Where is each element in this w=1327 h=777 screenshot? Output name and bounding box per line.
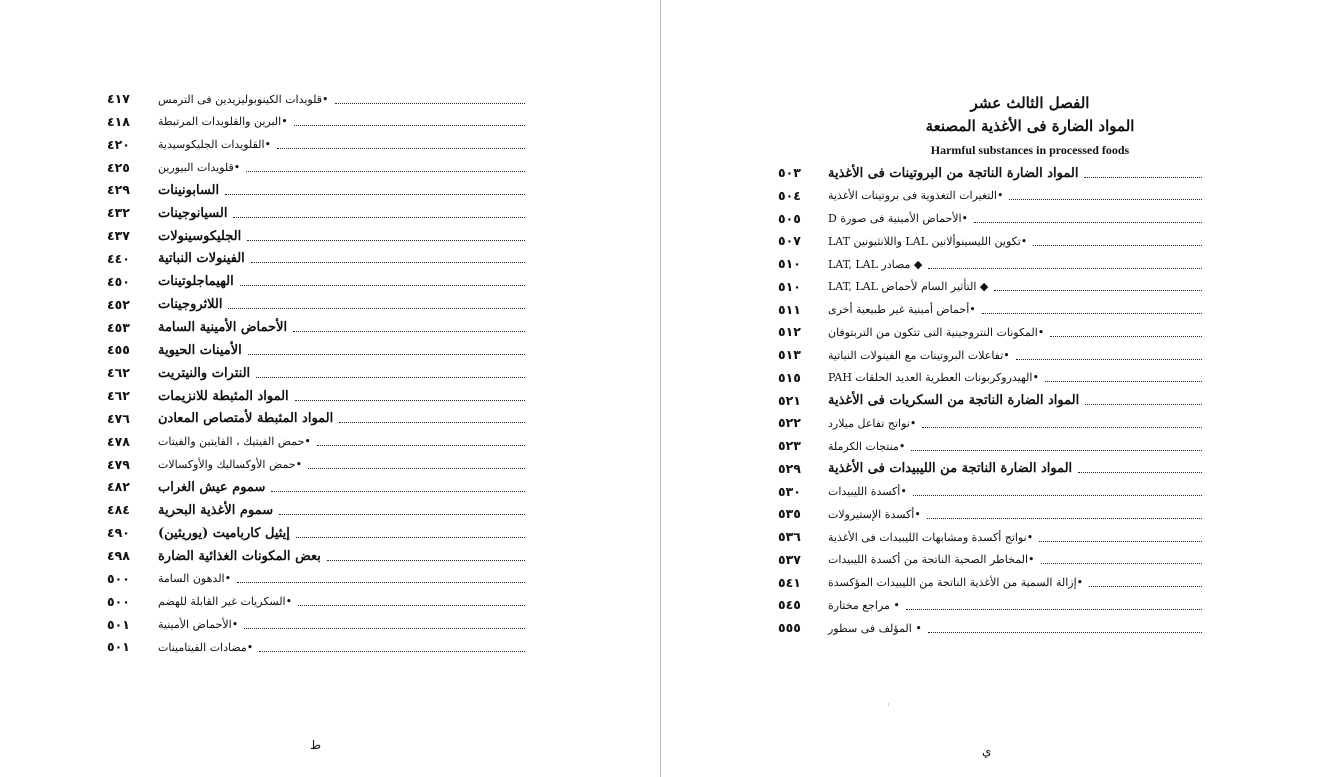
toc-entry-page-number: ٤٨٢ — [107, 479, 130, 495]
toc-leader-dots — [259, 651, 525, 652]
toc-leader-dots — [982, 313, 1202, 314]
left-page-number: ط — [310, 738, 322, 752]
toc-entry-title: • المؤلف فى سطور — [828, 621, 922, 635]
toc-entry — [828, 367, 1208, 389]
toc-entry — [158, 179, 531, 201]
toc-entry-page-number: ٥١٢ — [778, 324, 801, 340]
toc-entry-title: المواد المثبطة لأمتصاص المعادن — [158, 411, 334, 427]
toc-entry-page-number: ٤١٨ — [107, 113, 130, 129]
toc-entry-title: •الهيدروكربونات العطرية العديد الحلقات PAH — [828, 371, 1039, 385]
toc-entry-page-number: ٤٣٢ — [107, 205, 130, 221]
toc-leader-dots — [295, 400, 525, 401]
toc-leader-dots — [246, 171, 525, 172]
toc-entry-page-number: ٥٠٧ — [778, 233, 801, 249]
toc-entry-page-number: ٥٠٥ — [778, 210, 801, 226]
toc-leader-dots — [296, 537, 525, 538]
toc-entry-title: •الدهون السامة — [158, 572, 232, 586]
toc-leader-dots — [256, 377, 525, 378]
toc-entry — [158, 88, 531, 110]
toc-entry-title: •نواتج أكسدة ومشابهات الليبيدات فى الأغذية — [828, 530, 1034, 544]
toc-entry — [828, 299, 1208, 321]
toc-leader-dots — [244, 628, 525, 629]
chapter-title: المواد الضارة فى الأغذية المصنعة — [925, 117, 1135, 135]
toc-entry — [828, 503, 1208, 525]
toc-entry — [158, 294, 531, 316]
toc-entry-title: ◆ مصادر LAT, LAL — [828, 257, 923, 271]
toc-leader-dots — [1041, 563, 1202, 564]
toc-leader-dots — [913, 495, 1202, 496]
toc-entry-page-number: ٤٥٢ — [107, 296, 130, 312]
toc-leader-dots — [240, 285, 525, 286]
toc-entry-title: •إزالة السمية من الأغذية الناتجة من الليبيدات المؤكسدة — [828, 576, 1084, 589]
toc-entry — [828, 230, 1208, 252]
toc-entry-title: •أحماض أمينية غير طبيعية أخرى — [828, 303, 976, 316]
toc-entry — [828, 321, 1208, 343]
toc-entry — [158, 362, 531, 384]
toc-entry-page-number: ٤١٧ — [107, 91, 130, 106]
toc-entry — [158, 248, 531, 270]
toc-leader-dots — [248, 354, 525, 355]
toc-entry-title: •منتجات الكرملة — [828, 439, 906, 453]
toc-leader-dots — [327, 560, 525, 561]
toc-entry-page-number: ٤٩٨ — [107, 548, 130, 563]
toc-entry-title: النترات والنيتريت — [158, 365, 251, 381]
toc-entry — [828, 526, 1208, 548]
toc-leader-dots — [1089, 586, 1202, 587]
toc-entry-title: المواد الضارة الناتجة من السكريات فى الأغذية — [828, 393, 1080, 408]
toc-leader-dots — [294, 125, 525, 126]
toc-entry-page-number: ٥٢٣ — [778, 438, 801, 453]
toc-entry-title: •المكونات النتروجينية التى تتكون من التربتوفان — [828, 325, 1045, 339]
toc-entry — [828, 435, 1208, 457]
toc-entry-title: السابونينات — [158, 182, 220, 198]
toc-entry-title: •التغيرات التغذوية فى بروتينات الأغذية — [828, 189, 1004, 203]
toc-entry-page-number: ٥٢٢ — [778, 415, 801, 431]
toc-entry — [158, 385, 531, 407]
toc-entry-page-number: ٤٥٣ — [107, 319, 130, 335]
toc-entry — [828, 390, 1208, 412]
toc-entry-title: بعض المكونات الغذائية الضارة — [158, 548, 321, 564]
toc-entry-page-number: ٥٣٠ — [778, 483, 801, 499]
toc-entry — [828, 162, 1208, 184]
toc-entry-page-number: ٥٥٥ — [778, 620, 801, 635]
toc-entry — [158, 339, 531, 361]
toc-entry-page-number: ٥١٠ — [778, 278, 801, 294]
toc-leader-dots — [1078, 472, 1202, 473]
toc-entry-title: •الأحماض الأمينية — [158, 618, 239, 632]
toc-leader-dots — [928, 268, 1202, 269]
toc-leader-dots — [1016, 359, 1202, 360]
toc-entry-title: ◆ التأثير السام لأحماض LAT, LAL — [828, 280, 989, 294]
toc-entry-page-number: ٥١١ — [778, 301, 801, 317]
toc-leader-dots — [1039, 541, 1202, 542]
toc-entry-title: الفينولات النباتية — [158, 251, 245, 267]
toc-leader-dots — [1033, 245, 1202, 246]
toc-entry-title: السيانوجينات — [158, 205, 228, 221]
toc-entry-title: سموم الأغذية البحرية — [158, 502, 274, 518]
toc-leader-dots — [974, 222, 1202, 223]
toc-entry-title: •تفاعلات البروتينات مع الفينولات النباتية — [828, 348, 1010, 362]
toc-entry-title: •نواتج تفاعل ميلارد — [828, 416, 917, 430]
toc-leader-dots — [293, 331, 525, 332]
toc-entry — [828, 572, 1208, 594]
toc-entry — [158, 545, 531, 567]
toc-entry-page-number: ٥٣٥ — [778, 506, 801, 522]
toc-entry — [828, 412, 1208, 434]
toc-entry-title: الأمينات الحيوية — [158, 342, 242, 358]
toc-leader-dots — [237, 582, 525, 583]
toc-entry — [828, 458, 1208, 480]
toc-entry — [828, 208, 1208, 230]
toc-leader-dots — [927, 518, 1202, 519]
toc-entry — [158, 522, 531, 544]
toc-entry-page-number: ٥٠٠ — [107, 593, 130, 609]
right-page-number: ي — [982, 744, 992, 758]
toc-leader-dots — [308, 468, 525, 469]
toc-entry — [828, 481, 1208, 503]
toc-leader-dots — [906, 609, 1202, 610]
toc-entry-page-number: ٥٠٤ — [778, 187, 801, 203]
toc-entry — [828, 253, 1208, 275]
toc-entry-page-number: ٥٤٥ — [778, 597, 801, 613]
toc-leader-dots — [277, 148, 525, 149]
toc-entry — [828, 276, 1208, 298]
toc-entry-page-number: ٤٥٥ — [107, 342, 130, 358]
toc-entry-title: • مراجع مختارة — [828, 598, 900, 612]
toc-entry-page-number: ٥٠٣ — [778, 165, 801, 180]
toc-leader-dots — [1084, 177, 1202, 178]
toc-entry-page-number: ٤٦٢ — [107, 388, 130, 404]
toc-entry-page-number: ٥١٣ — [778, 347, 801, 362]
toc-entry — [158, 225, 531, 247]
toc-entry — [158, 568, 531, 590]
page-divider — [660, 0, 661, 777]
toc-entry-title: •الأحماض الأمينية فى صورة D — [828, 212, 969, 225]
toc-entry-page-number: ٥١٥ — [778, 369, 801, 385]
toc-entry-title: •أكسدة الليبيدات — [828, 485, 907, 498]
chapter-title-english: Harmful substances in processed foods — [930, 143, 1130, 157]
toc-entry-page-number: ٥٢١ — [778, 392, 801, 408]
toc-entry — [828, 617, 1208, 639]
toc-entry-title: المواد الضارة الناتجة من الليبيدات فى الأغذية — [828, 461, 1073, 477]
toc-entry — [158, 431, 531, 453]
toc-leader-dots — [922, 427, 1202, 428]
toc-entry — [158, 614, 531, 636]
toc-entry-page-number: ٥١٠ — [778, 256, 801, 271]
toc-leader-dots — [1050, 336, 1202, 337]
toc-entry-title: •البرين والقلويدات المرتبطة — [158, 115, 288, 129]
toc-entry-page-number: ٤٩٠ — [107, 525, 130, 541]
toc-entry-title: سموم عيش الغراب — [158, 479, 266, 495]
toc-entry-page-number: ٤٧٨ — [107, 433, 130, 449]
toc-entry — [158, 134, 531, 156]
toc-entry-title: •حمض الأوكساليك والأوكسالات — [158, 458, 303, 472]
toc-leader-dots — [335, 103, 525, 104]
toc-leader-dots — [994, 290, 1202, 291]
toc-entry-title: •قلويدات البيورين — [158, 161, 241, 175]
toc-leader-dots — [1045, 381, 1202, 382]
toc-entry — [158, 499, 531, 521]
toc-leader-dots — [317, 445, 525, 446]
toc-entry — [158, 636, 531, 658]
toc-entry-title: •تكوين الليسينوألانين LAL واللانثيونين LAT — [828, 234, 1028, 248]
toc-entry-page-number: ٥٠١ — [107, 616, 130, 632]
toc-leader-dots — [1009, 199, 1202, 200]
toc-entry-title: •حمض الفيتيك ، الفايتين والفيتات — [158, 435, 311, 449]
toc-entry-page-number: ٤٢٥ — [107, 159, 130, 175]
scan-speck — [888, 703, 889, 706]
toc-leader-dots — [928, 632, 1202, 633]
toc-leader-dots — [911, 450, 1202, 451]
toc-entry-page-number: ٤٣٧ — [107, 228, 130, 244]
toc-entry-title: •القلويدات الجليكوسيدية — [158, 138, 272, 152]
toc-entry-title: المواد الضارة الناتجة من البروتينات فى الأغذية — [828, 165, 1079, 181]
toc-entry — [158, 157, 531, 179]
toc-entry-page-number: ٥٢٩ — [778, 460, 801, 476]
toc-entry-page-number: ٤٧٩ — [107, 456, 130, 472]
toc-entry-page-number: ٤٨٤ — [107, 502, 130, 518]
toc-leader-dots — [225, 194, 525, 195]
toc-entry — [828, 549, 1208, 571]
toc-entry-title: الجليكوسينولات — [158, 228, 242, 244]
toc-leader-dots — [298, 605, 525, 606]
toc-entry-title: •المخاطر الصحية الناتجة من أكسدة الليبيدات — [828, 553, 1035, 567]
toc-leader-dots — [247, 240, 525, 241]
toc-entry-title: الهيماجلوتينات — [158, 274, 234, 290]
toc-entry-title: اللاثروجينات — [158, 297, 223, 313]
toc-leader-dots — [1085, 404, 1202, 405]
toc-entry-title: •مضادات الفيتامينات — [158, 640, 254, 654]
toc-entry-page-number: ٤٤٠ — [107, 250, 130, 266]
toc-entry-page-number: ٥٣٧ — [778, 551, 801, 567]
toc-entry-page-number: ٤٢٩ — [107, 182, 130, 198]
toc-entry — [828, 344, 1208, 366]
toc-entry-page-number: ٤٦٢ — [107, 365, 130, 381]
toc-entry-title: إيثيل كارباميت (يوريثين) — [158, 525, 290, 541]
toc-entry — [158, 317, 531, 339]
toc-entry-page-number: ٥٠٠ — [107, 570, 130, 586]
toc-entry-page-number: ٤٥٠ — [107, 273, 130, 289]
toc-entry-page-number: ٤٢٠ — [107, 136, 130, 152]
toc-leader-dots — [279, 514, 525, 515]
toc-leader-dots — [228, 308, 525, 309]
toc-entry-title: •السكريات غير القابلة للهضم — [158, 595, 293, 609]
toc-entry — [158, 591, 531, 613]
toc-leader-dots — [271, 491, 525, 492]
toc-entry — [158, 408, 531, 430]
toc-entry-title: •أكسدة الإستيرولات — [828, 507, 921, 521]
toc-entry — [828, 185, 1208, 207]
toc-entry-page-number: ٥٣٦ — [778, 529, 801, 544]
toc-entry — [158, 202, 531, 224]
toc-entry-page-number: ٥٠١ — [107, 639, 130, 655]
toc-entry-page-number: ٤٧٦ — [107, 410, 130, 426]
toc-leader-dots — [251, 262, 525, 263]
toc-leader-dots — [233, 217, 525, 218]
toc-entry — [158, 454, 531, 476]
toc-entry-title: الأحماض الأمينية السامة — [158, 320, 288, 335]
toc-entry — [828, 594, 1208, 616]
toc-entry-page-number: ٥٤١ — [778, 574, 801, 590]
chapter-heading: الفصل الثالث عشر — [970, 94, 1090, 112]
toc-leader-dots — [339, 422, 525, 423]
toc-entry-title: •قلويدات الكينوبوليزيدين فى الترمس — [158, 92, 329, 106]
toc-entry — [158, 476, 531, 498]
toc-entry — [158, 111, 531, 133]
toc-entry — [158, 271, 531, 293]
toc-entry-title: المواد المثبطة للانزيمات — [158, 388, 289, 404]
